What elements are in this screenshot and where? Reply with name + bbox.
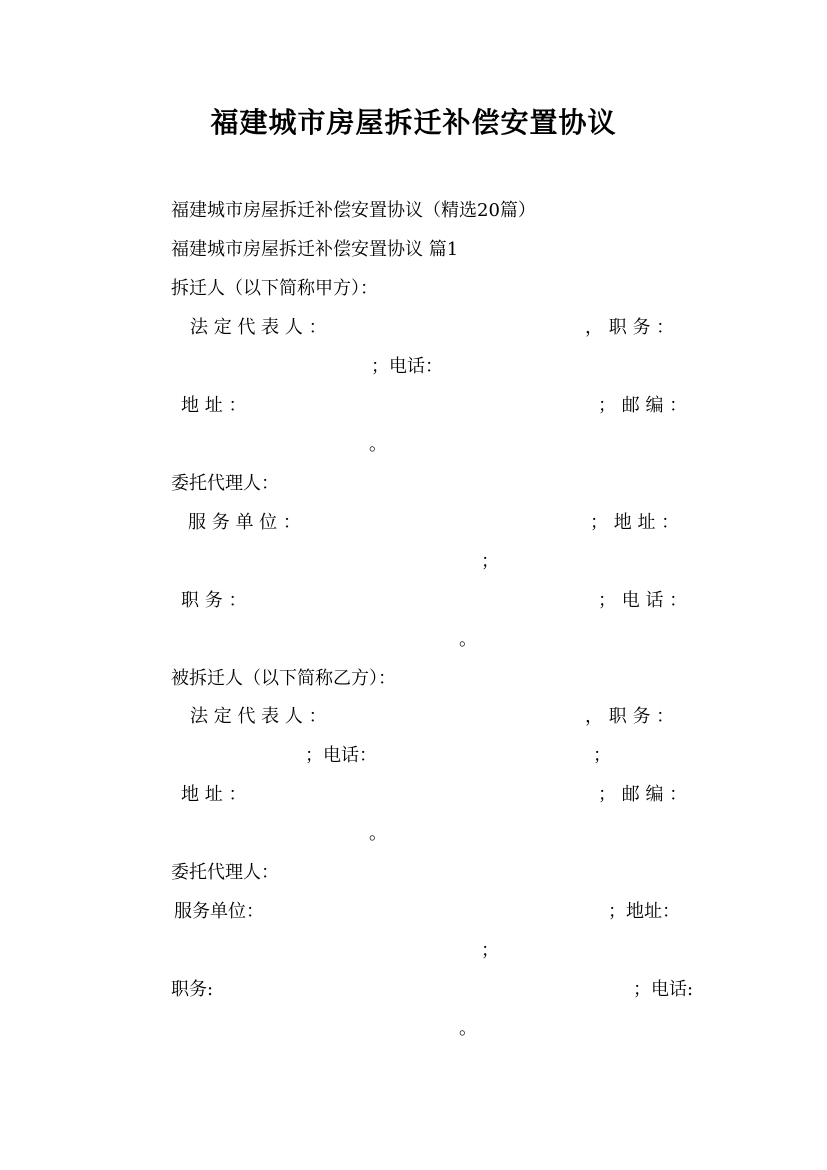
subtitle: 福建城市房屋拆迁补偿安置协议（精选20篇）	[171, 200, 536, 221]
document-title: 福建城市房屋拆迁补偿安置协议	[210, 106, 617, 139]
agent-b-employer-label: 服务单位：	[174, 901, 264, 922]
agent-a-semicolon: ；	[481, 551, 499, 572]
party-b-position-label: ， 职 务 ：	[585, 706, 675, 727]
agent-a-heading: 委托代理人：	[171, 473, 279, 494]
party-b-end-mark: 。	[369, 823, 387, 844]
party-a-postcode-label: ； 邮 编 ：	[598, 395, 688, 416]
agent-b-end-mark: 。	[459, 1018, 477, 1039]
party-a-legal-rep-label: 法 定 代 表 人 ：	[190, 317, 327, 338]
agent-a-end-mark: 。	[459, 629, 477, 650]
party-b-legal-rep-label: 法 定 代 表 人 ：	[190, 706, 327, 727]
agent-a-phone-label: ； 电 话 ：	[598, 590, 688, 611]
agent-b-semicolon: ；	[481, 940, 499, 961]
party-b-heading: 被拆迁人（以下简称乙方）：	[171, 668, 396, 689]
section-heading: 福建城市房屋拆迁补偿安置协议 篇1	[171, 239, 459, 260]
party-a-position-label: ， 职 务 ：	[585, 317, 675, 338]
party-b-postcode-label: ； 邮 编 ：	[598, 784, 688, 805]
party-b-phone-label: ；电话：	[305, 745, 377, 766]
agent-b-phone-label: ；电话:	[633, 979, 694, 1000]
party-b-address-label: 地 址 ：	[181, 784, 247, 805]
party-a-heading: 拆迁人（以下简称甲方）：	[171, 278, 378, 299]
agent-b-position-label: 职务:	[171, 979, 214, 1000]
party-a-phone-label: ；电话：	[371, 356, 443, 377]
agent-a-address-label: ； 地 址 ：	[590, 512, 680, 533]
party-b-semicolon: ；	[593, 745, 611, 766]
party-a-address-label: 地 址 ：	[181, 395, 247, 416]
agent-b-heading: 委托代理人：	[171, 862, 279, 883]
agent-b-address-label: ；地址：	[608, 901, 680, 922]
agent-a-position-label: 职 务 ：	[181, 590, 247, 611]
agent-a-employer-label: 服 务 单 位 ：	[188, 512, 301, 533]
party-a-end-mark: 。	[369, 434, 387, 455]
